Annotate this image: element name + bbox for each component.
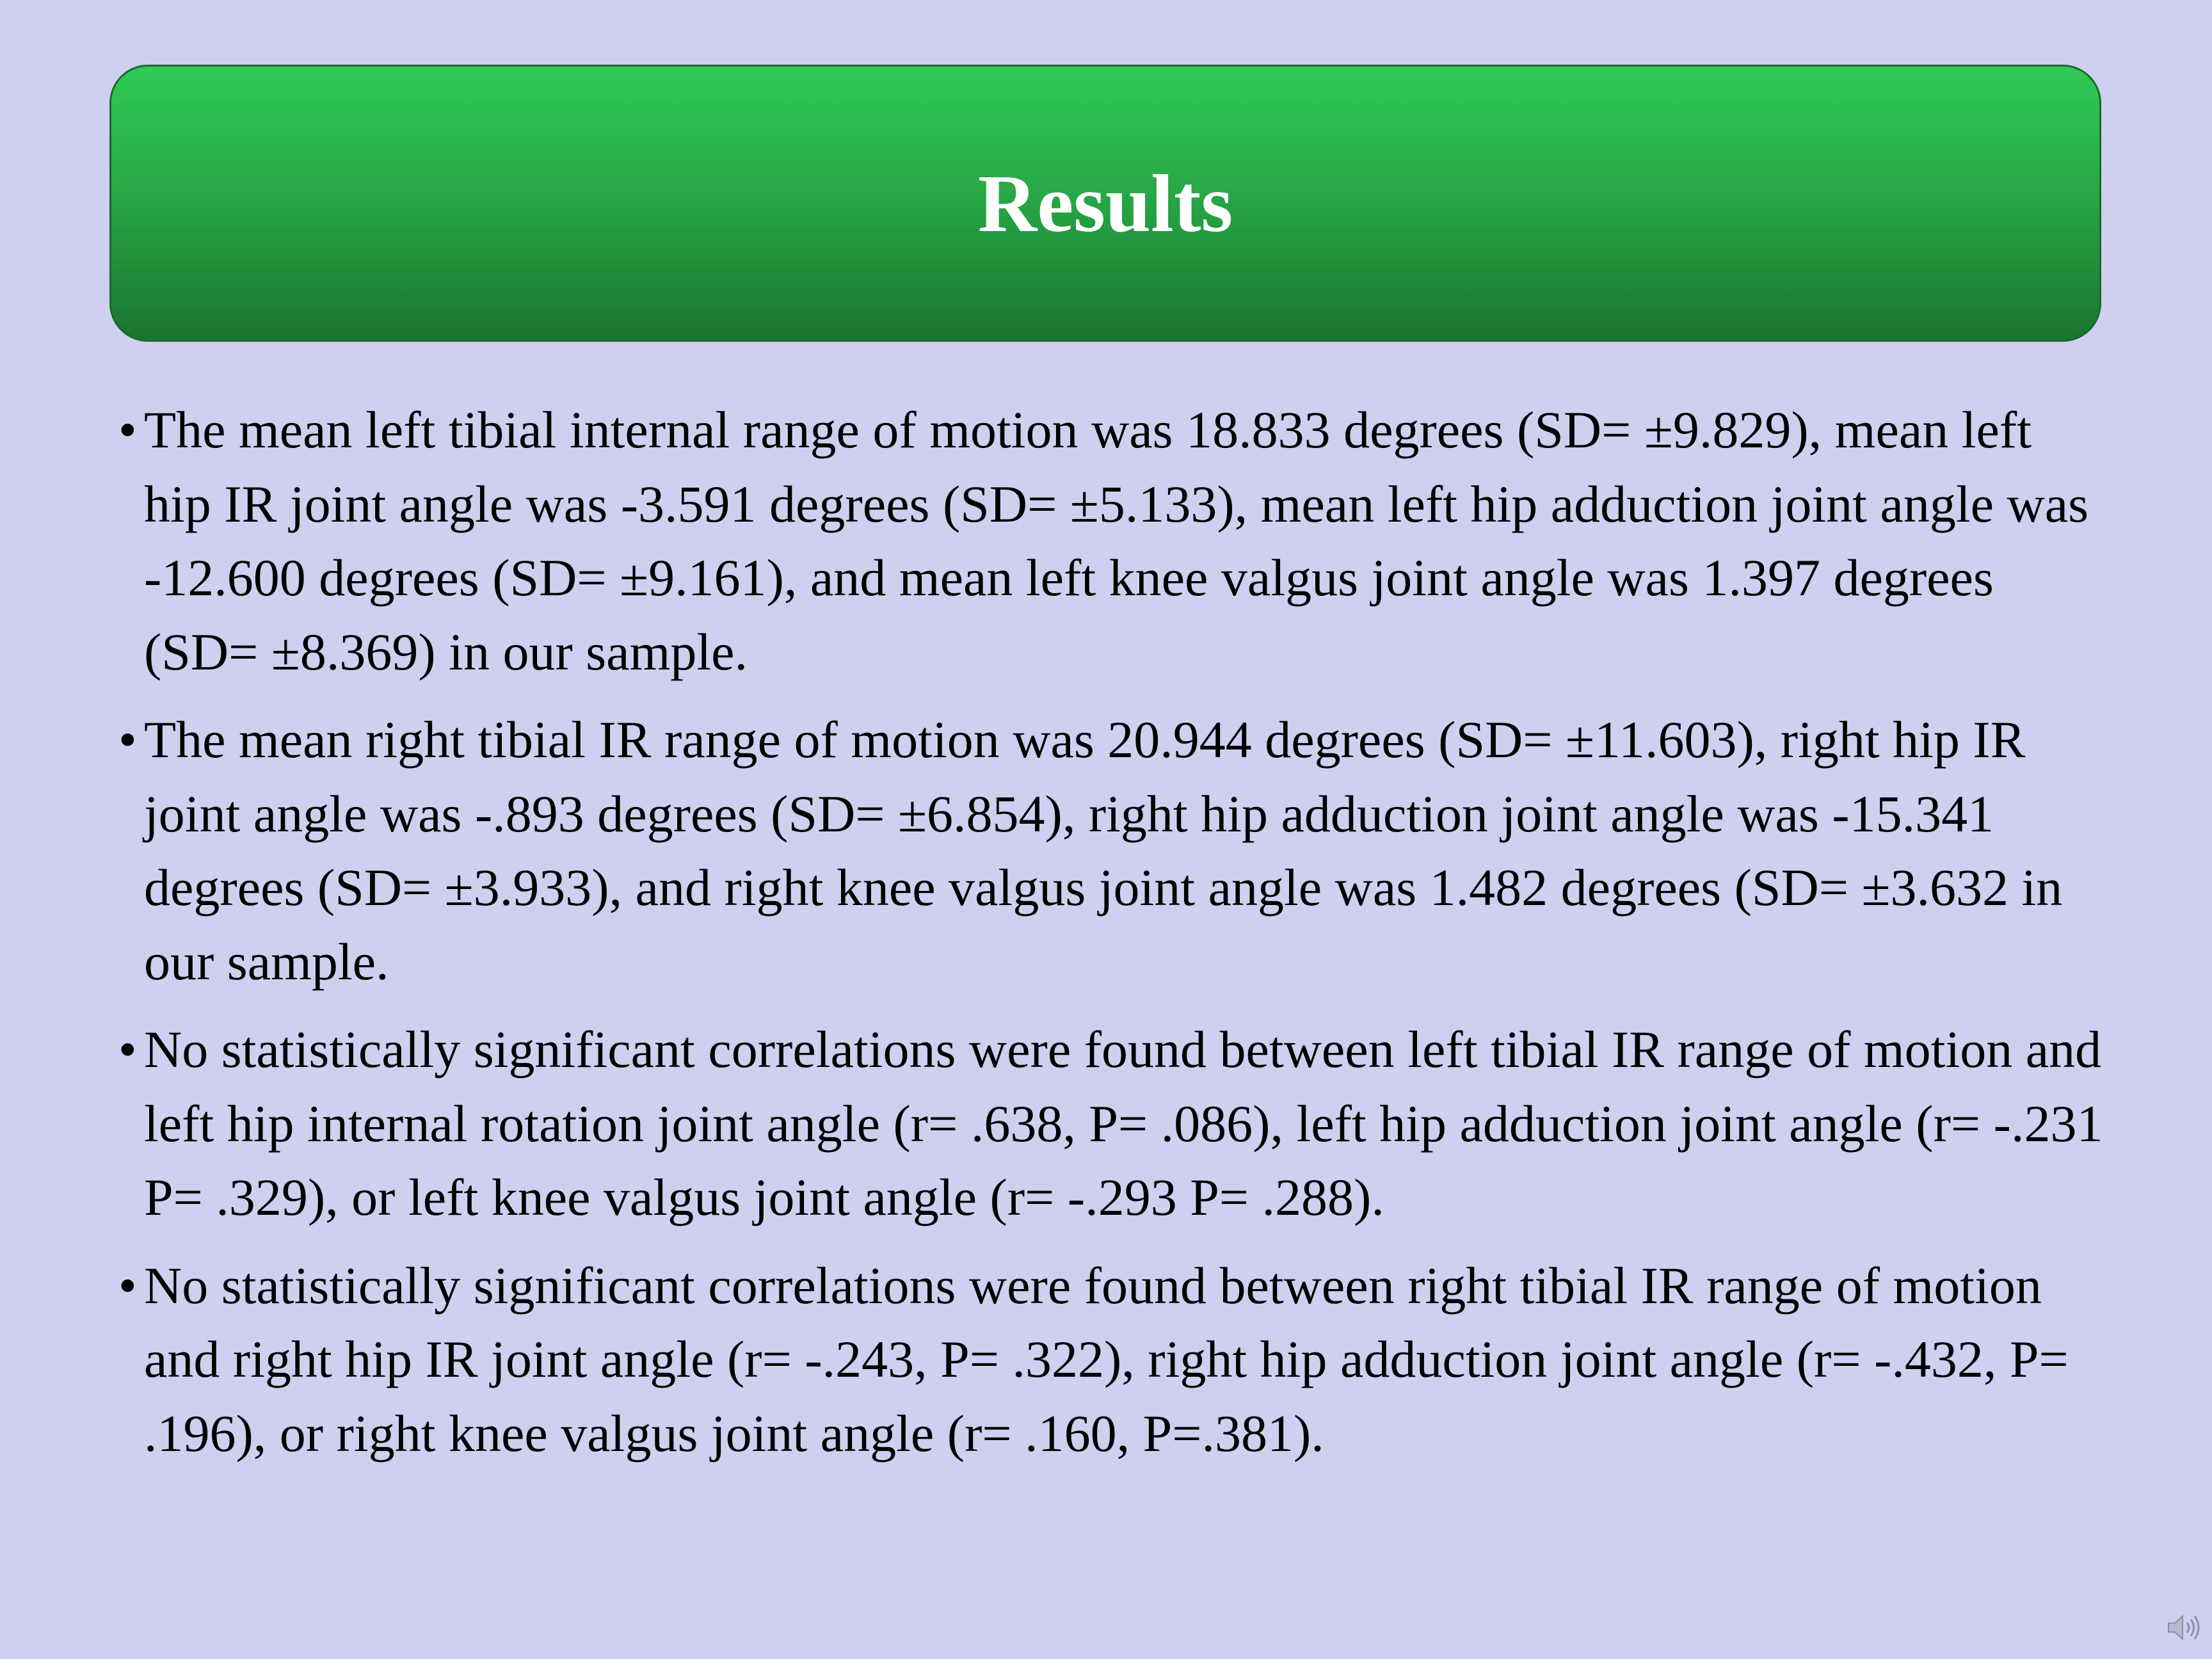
bullet-item [118, 1249, 2109, 1471]
speaker-icon[interactable] [2166, 1613, 2203, 1642]
title-banner [109, 65, 2101, 342]
bullet-marker: • [118, 710, 137, 769]
slide-title: Results [977, 157, 1233, 249]
bullet-marker: • [118, 1020, 137, 1078]
bullet-text: No statistically significant correlations were found between left tibial IR range of motion and left hip internal rotation joint angle (r= .638, P= .086), left hip adduction joint angle (r= -.231 P= .329), or left knee valgus joint angle (r= -.293 P= .288). [144, 1020, 2103, 1226]
bullet-marker: • [118, 401, 137, 459]
bullet-item [118, 393, 2109, 689]
bullet-text: The mean left tibial internal range of motion was 18.833 degrees (SD= ±9.829), mean left hip IR joint angle was -3.591 degrees (SD= ±5.133), mean left hip adduction joint angle was -12.600 degrees (SD= ±9.161), and mean left knee valgus joint angle was 1.397 degrees (SD= ±8.369) in our sample. [144, 401, 2089, 681]
bullet-text: The mean right tibial IR range of motion was 20.944 degrees (SD= ±11.603), right hip IR joint angle was -.893 degrees (SD= ±6.854), right hip adduction joint angle was -15.341 degrees (SD= ±3.933), and right knee valgus joint angle was 1.482 degrees (SD= ±3.632 in our sample. [144, 710, 2063, 991]
bullet-item [118, 703, 2109, 998]
bullet-list [118, 393, 2109, 1484]
bullet-marker: • [118, 1256, 137, 1315]
bullet-text: No statistically significant correlations were found between right tibial IR range of motion and right hip IR joint angle (r= -.243, P= .322), right hip adduction joint angle (r= -.432, P= .196), or right knee valgus joint angle (r= .160, P=.381). [144, 1256, 2069, 1463]
bullet-item [118, 1013, 2109, 1235]
